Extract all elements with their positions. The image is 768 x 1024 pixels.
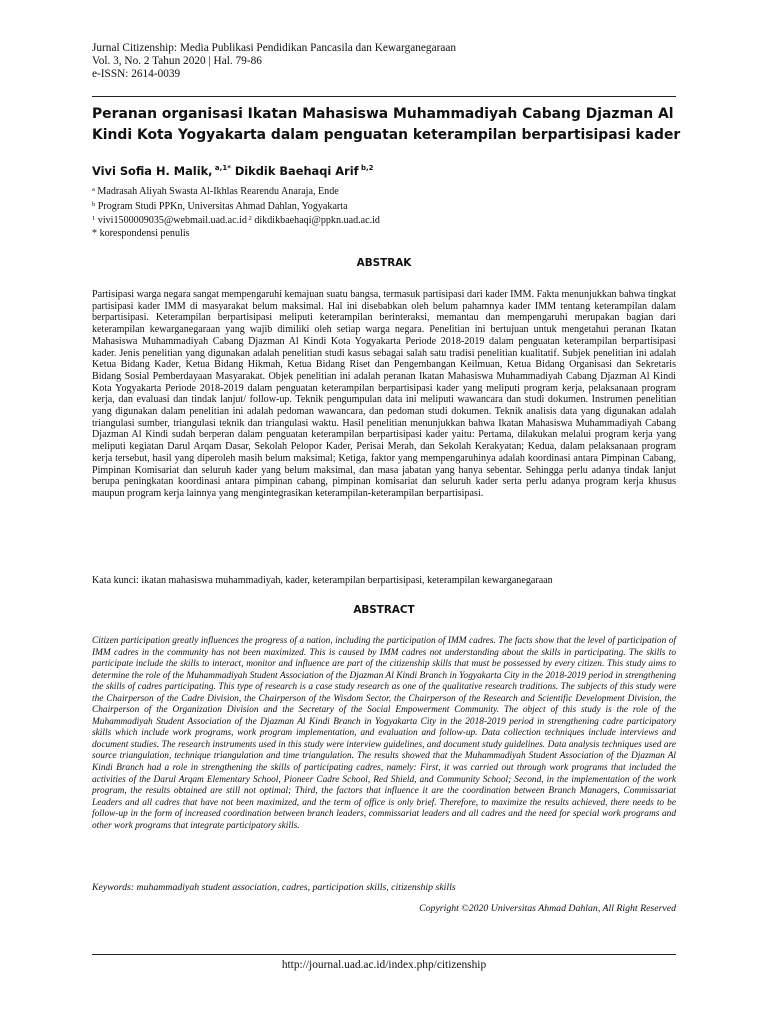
copyright-notice: Copyright ©2020 Universitas Ahmad Dahlan, All Right Reserved — [419, 903, 676, 914]
author-1-superscript: a,1* — [212, 164, 231, 172]
keywords: Keywords: muhammadiyah student association, cadres, participation skills, citizenship skills — [92, 882, 456, 893]
email-2-marker: 2 — [246, 215, 252, 222]
footer-rule — [92, 954, 676, 955]
abstrak-body: Partisipasi warga negara sangat mempengaruhi kemajuan suatu bangsa, termasuk partisipasi dari kader IMM. Fakta menunjukkan bahwa tingkat partisipasi kader IMM di masyarakat belum maksimal. Hal ini disebabkan oleh belum pahamnya kader IMM tentang keterampilan dalam berpartisipasi. Keterampilan berpartisipasi meliputi keterampilan berinteraksi, memantau dan mempengaruhi merupakan bagian dari keterampilan kewarganegaraan yang wajib dimiliki oleh setiap warga negara. Penelitian ini bertujuan untuk mengetahui peranan Ikatan Mahasiswa Muhammadiyah Cabang Djazman Al Kindi Kota Yogyakarta Periode 2018-2019 dalam penguatan keterampilan berpartisipasi kader. Jenis penelitian yang digunakan adalah penelitian studi kasus sebagai salah satu tradisi penelitian kualitatif. Subjek penelitian ini adalah Ketua Bidang Kader, Ketua Bidang Hikmah, Ketua Bidang Riset dan Pengembangan Keilmuan, Ketua Bidang Organisasi dan Sekretaris Bidang Sosial Pemberdayaan Masyarakat. Objek penelitian ini adalah peranan Ikatan Mahasiswa Muhammadiyah Cabang Djazman Al Kindi Kota Yogyakarta Periode 2018-2019 dalam penguatan keterampilan berpartisipasi kader yang meliputi program kerja, pelaksanaan program kerja, dan evaluasi dan tindak lanjut/ follow-up. Teknik pengumpulan data ini meliputi wawancara dan studi dokumen. Instrumen penelitian yang digunakan dalam penelitian ini adalah pedoman wawancara, dan pedoman studi dokumen. Teknik analisis data yang digunakan adalah triangulasi sumber, triangulasi teknik dan triangulasi waktu. Hasil penelitian menunjukkan bahwa Ikatan Mahasiswa Muhammadiyah Cabang Djazman Al Kindi sudah berperan dalam penguatan keterampilan berpartisipasi kader yaitu: Pertama, dilakukan melalui program kerja yang meliputi kegiatan Darul Arqam Dasar, Sekolah Pelopor Kader, Perisai Merah, dan Sekolah Kerakyatan; Kedua, dalam pelaksanaan program kerja tersebut, hasil yang diperoleh masih belum maksimal; Ketiga, faktor yang mempengaruhinya adalah koordinasi antara Pimpinan Cabang, Pimpinan Komisariat dan seluruh kader yang belum maksimal, dan masa jabatan yang hanya sebentar. Sehingga perlu adanya tindak lanjut berupa peningkatan koordinasi antara pimpinan cabang, pimpinan komisariat dan seluruh kader serta perlu adanya program kerja khusus maupun program kerja lainnya yang mengintegrasikan keterampilan-keterampilan berpartisipasi. — [92, 289, 676, 499]
abstract-body: Citizen participation greatly influences the progress of a nation, including the participation of IMM cadres. The facts show that the level of participation of IMM cadres in the community has not been maximized. This is caused by IMM cadres not understanding about the skills in participating. The skills to participate include the skills to interact, monitor and influence are part of the citizenship skills that must be possessed by every citizen. This study aims to determine the role of the Muhammadiyah Student Association of the Djazman Al Kindi Branch in Yogyakarta City in the 2018-2019 period in strengthening the skills of cadres participating. This type of research is a case study research as one of the qualitative research traditions. The subjects of this study were the Chairperson of the Cadre Division, the Chairperson of the Wisdom Sector, the Chairperson of the Research and Scientific Development Division, the Chairperson of the Organization Division and the Secretary of the Social Empowerment Community. The object of this study is the role of the Muhammadiyah Student Association of the Djazman Al Kindi Branch in Yogyakarta City in the 2018-2019 period in strengthening cadre participatory skills which include work programs, work program implementation, and evaluation and follow-up. Data collection techniques include interviews and document studies. The research instruments used in this study were interview guidelines, and document study guidelines. Data analysis techniques used are source triangulation, technique triangulation and time triangulation. The results showed that the Muhammadiyah Student Association of the Djazman Al Kindi Branch had a role in strengthening the skills of participating cadres, namely: First, it was carried out through work programs that included the activities of the Darul Arqam Elementary School, Pioneer Cadre School, Red Shield, and Community School; Second, in the implementation of the work program, the results obtained are still not optimal; Third, the factors that influence it are the coordination between Branch Managers, Commissariat Leaders and all cadres that have not been maximized, and the term of office is only brief. Therefore, to maximize the results achieved, there needs to be follow-up in the form of increased coordination between branch leaders, commissariat leaders and all cadres and the need for special work programs and other work programs that integrate participatory skills. — [92, 636, 676, 831]
paper-title: Peranan organisasi Ikatan Mahasiswa Muhammadiyah Cabang Djazman Al Kindi Kota Yogyakarta dalam penguatan keterampilan berpartisipasi kader — [92, 106, 681, 143]
author-2-name: Dikdik Baehaqi Arif — [230, 164, 359, 178]
footer-url: http://journal.uad.ac.id/index.php/citizenship — [281, 959, 487, 971]
email-line — [92, 213, 682, 228]
affiliation-b-marker: b — [92, 200, 96, 208]
journal-issn: e-ISSN: 2614-0039 — [92, 68, 181, 80]
email-1-marker: 1 — [92, 215, 96, 222]
header-rule — [92, 96, 676, 97]
author-line — [92, 160, 682, 179]
email-2: dikdikbaehaqi@ppkn.uad.ac.id — [251, 215, 380, 226]
abstrak-heading: ABSTRAK — [356, 257, 412, 269]
kata-kunci: Kata kunci: ikatan mahasiswa muhammadiyah, kader, keterampilan berpartisipasi, keterampilan kewarganegaraan — [92, 575, 553, 586]
affiliation-a-text: Madrasah Aliyah Swasta Al-Ikhlas Rearendu Anaraja, Ende — [94, 186, 339, 197]
journal-volume: Vol. 3, No. 2 Tahun 2020 | Hal. 79-86 — [92, 55, 262, 67]
journal-name: Jurnal Citizenship: Media Publikasi Pendidikan Pancasila dan Kewarganegaraan — [92, 42, 457, 54]
affiliation-a — [92, 184, 682, 199]
affiliations — [92, 184, 682, 240]
affiliation-b — [92, 199, 682, 214]
author-1-name: Vivi Sofia H. Malik, — [92, 164, 213, 178]
email-1: vivi1500009035@webmail.uad.ac.id — [95, 215, 247, 226]
author-2-superscript: b,2 — [358, 164, 374, 172]
affiliation-a-marker: a — [92, 186, 95, 193]
abstract-heading: ABSTRACT — [353, 604, 415, 616]
correspondence-note: * korespondensi penulis — [92, 227, 190, 239]
journal-header — [92, 42, 692, 81]
affiliation-b-text: Program Studi PPKn, Universitas Ahmad Dahlan, Yogyakarta — [95, 200, 348, 212]
